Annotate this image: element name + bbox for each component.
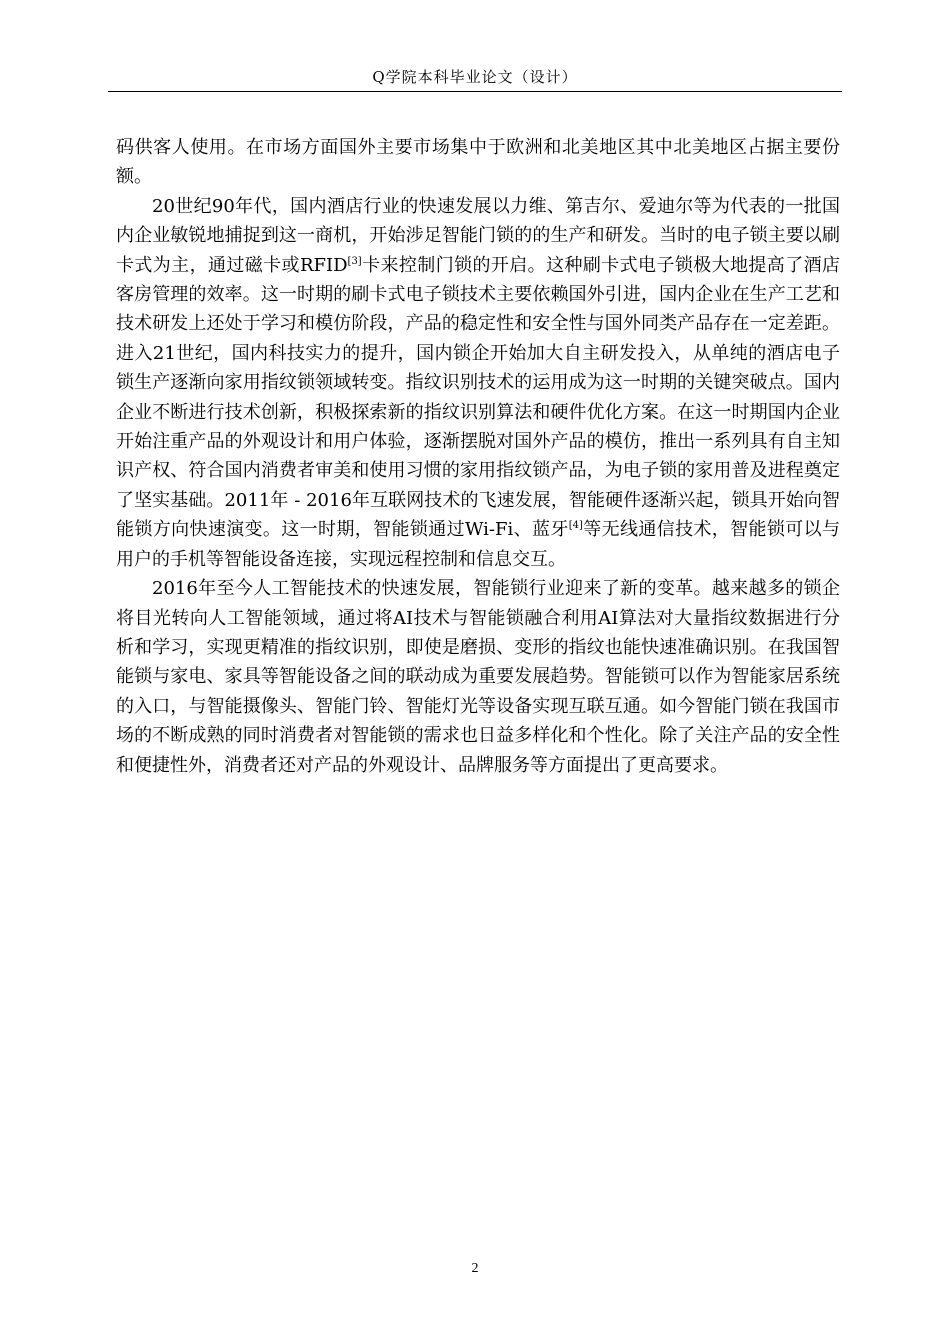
citation-ref-4: [4] bbox=[568, 520, 583, 532]
paragraph-2-part-2: 卡来控制门锁的开启。这种刷卡式电子锁极大地提高了酒店客房管理的效率。这一时期的刷卡式电子锁技术主要依赖国外引进，国内企业在生产工艺和技术研发上还处于学习和模仿阶段，产品的稳定性和安全性与国外同类产品存在一定差距。进入21世纪，国内科技实力的提升，国内锁企开始加大自主研发投入，从单纯的酒店电子锁生产逐渐向家用指纹锁领域转变。指纹识别技术的运用成为这一时期的关键突破点。国内企业不断进行技术创新，积极探索新的指纹识别算法和硬件优化方案。在这一时期国内企业开始注重产品的外观设计和用户体验，逐渐摆脱对国外产品的模仿，推出一系列具有自主知识产权、符合国内消费者审美和使用习惯的家用指纹锁产品，为电子锁的家用普及进程奠定了坚实基础。2011年 - 2016年互联网技术的飞速发展，智能硬件逐渐兴起，锁具开始向智能锁方向快速演变。这一时期，智能锁通过Wi-Fi、蓝牙 bbox=[116, 254, 840, 541]
paragraph-1: 码供客人使用。在市场方面国外主要市场集中于欧洲和北美地区其中北美地区占据主要份额。 bbox=[116, 137, 840, 188]
paragraph-2 bbox=[116, 192, 840, 574]
citation-ref-3: [3] bbox=[347, 255, 362, 267]
page-number: 2 bbox=[471, 1261, 479, 1276]
paragraph-2-part-1: 20世纪90年代，国内酒店行业的快速发展以力维、第吉尔、爱迪尔等为代表的一批国内企业敏锐地捕捉到这一商机，开始涉足智能门锁的的生产和研发。当时的电子锁主要以刷卡式为主，通过磁卡或RFID bbox=[116, 195, 840, 276]
page-header-title: Q学院本科毕业论文（设计） bbox=[372, 68, 578, 86]
paragraph-2-part-3: 等无线通信技术，智能锁可以与用户的手机等智能设备连接，实现远程控制和信息交互。 bbox=[116, 519, 840, 570]
paragraph-3: 2016年至今人工智能技术的快速发展，智能锁行业迎来了新的变革。越来越多的锁企将目光转向人工智能领域，通过将AI技术与智能锁融合利用AI算法对大量指纹数据进行分析和学习，实现更精准的指纹识别，即使是磨损、变形的指纹也能快速准确识别。在我国智能锁与家电、家具等智能设备之间的联动成为重要发展趋势。智能锁可以作为智能家居系统的入口，与智能摄像头、智能门铃、智能灯光等设备实现互联互通。如今智能门锁在我国市场的不断成熟的同时消费者对智能锁的需求也日益多样化和个性化。除了关注产品的安全性和便捷性外，消费者还对产品的外观设计、品牌服务等方面提出了更高要求。 bbox=[116, 578, 840, 776]
header-divider bbox=[108, 91, 842, 92]
body-text bbox=[116, 133, 840, 780]
